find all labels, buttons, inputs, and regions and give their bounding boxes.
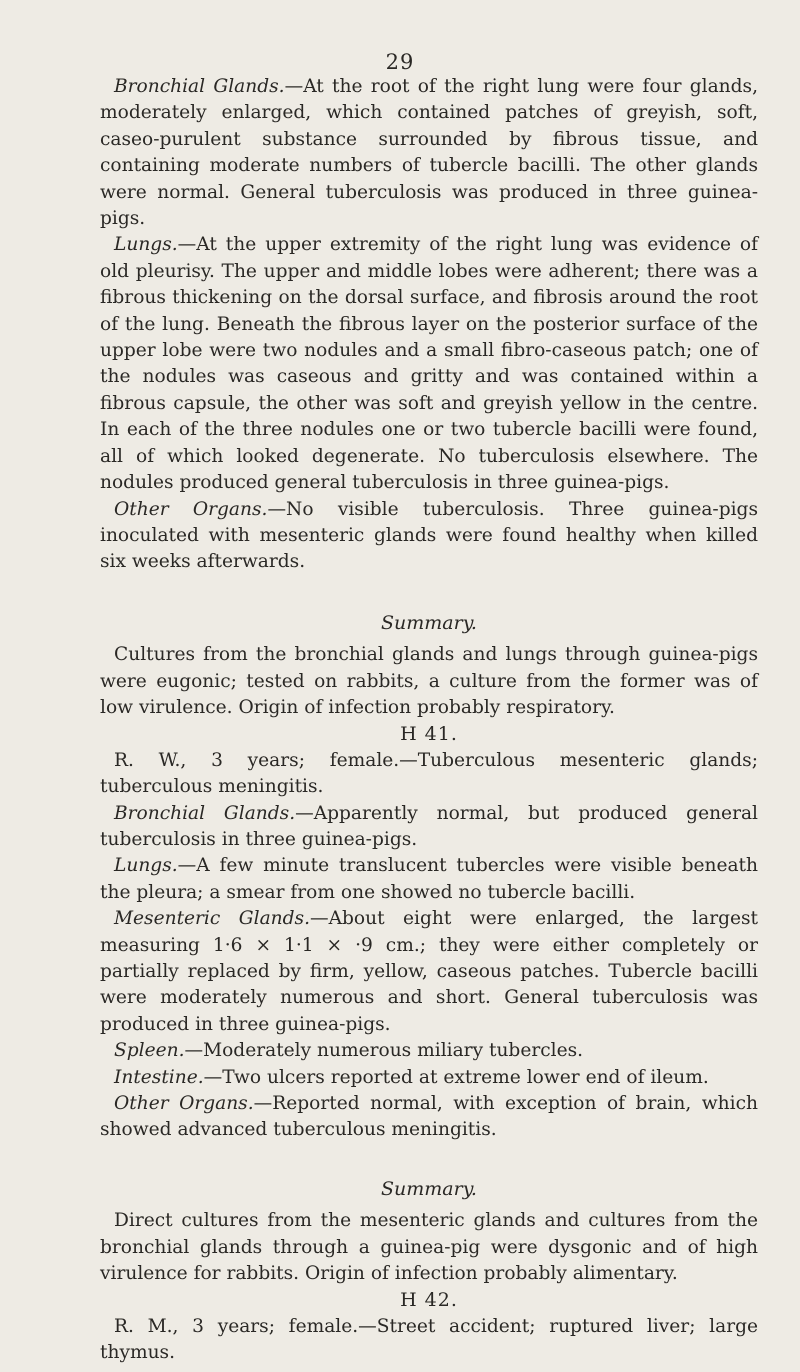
section-text: —At the upper extremity of the right lung was evidence of old pleurisy. The upper and middle lobes were adherent; there was a fibrous thickening on the dorsal surface, and fibrosis around the root of the lung. Beneath the fibrous layer on the posterior surface of the upper lobe were two nodules and a small fibro-caseous patch; one of the nodules was caseous and gritty and was contained within a fibrous capsule, the other was soft and greyish yellow in the centre. In each of the three nodules one or two tubercle bacilli were found, all of which looked degenerate. No tuberculosis elsewhere. The nodules produced general tuberculosis in three guinea-pigs. [100, 234, 758, 494]
section-label: Bronchial Glands. [114, 802, 296, 824]
paragraph-summary-2: Direct cultures from the mesenteric glands and cultures from the bronchial glands through a guinea-pig were dysgonic and of high virulence for rabbits. Origin of infection probably alimentary. [100, 1210, 758, 1285]
case-number-42: H 42. [400, 1289, 458, 1312]
section-label: Bronchial Glands. [114, 76, 285, 97]
section-label: Other Organs. [114, 1093, 254, 1115]
paragraph-summary-1: Cultures from the bronchial glands and lungs through guinea-pigs were eugonic; tested on rabbits, a culture from the former was of low virulence. Origin of infection probably respiratory. [100, 644, 758, 718]
paragraph-case-42-intro: R. M., 3 years; female.—Street accident; ruptured liver; large thymus. [100, 1315, 758, 1364]
section-label: Mesenteric Glands. [114, 908, 310, 930]
section-text: —Reported normal, with exception of brain, which showed advanced tuberculous meningitis. [100, 1093, 758, 1141]
summary-heading-2: Summary. [381, 1177, 477, 1200]
paragraph-lungs-1 [100, 232, 758, 496]
paragraph-case-41-intro: R. W., 3 years; female.—Tuberculous mesenteric glands; tuberculous meningitis. [100, 749, 758, 798]
paragraph-mesenteric-glands [100, 906, 758, 1038]
section-text: —No visible tuberculosis. Three guinea-pigs inoculated with mesenteric glands were found healthy when killed six weeks afterwards. [100, 498, 758, 573]
page-body [100, 74, 758, 1367]
paragraph-other-organs-2 [100, 1091, 758, 1144]
section-label: Intestine. [114, 1066, 204, 1088]
paragraph-bronchial-glands-1 [100, 74, 758, 232]
paragraph-spleen [100, 1038, 758, 1064]
section-label: Other Organs. [114, 498, 268, 520]
case-number-41: H 41. [400, 723, 458, 746]
section-text: —A few minute translucent tubercles were visible beneath the pleura; a smear from one showed no tubercle bacilli. [100, 855, 758, 903]
section-text: —Apparently normal, but produced general tuberculosis in three guinea-pigs. [100, 802, 758, 850]
summary-heading-1: Summary. [381, 611, 477, 634]
page-number: 29 [385, 50, 415, 74]
paragraph-other-organs-1 [100, 497, 758, 576]
paragraph-intestine [100, 1065, 758, 1091]
paragraph-bronchial-glands-2 [100, 801, 758, 854]
section-text: —Two ulcers reported at extreme lower end of ileum. [203, 1066, 709, 1088]
section-text: —At the root of the right lung were four glands, moderately enlarged, which contained patches of greyish, soft, caseo-purulent substance surrounded by fibrous tissue, and containing moderate numbers of tubercle bacilli. The other glands were normal. General tuberculosis was produced in three guinea-pigs. [100, 76, 759, 230]
section-text: —Moderately numerous miliary tubercles. [184, 1040, 584, 1062]
section-label: Spleen. [114, 1040, 185, 1062]
paragraph-lungs-2 [100, 853, 758, 906]
section-label: Lungs. [114, 234, 178, 256]
section-label: Lungs. [114, 855, 178, 877]
section-text: —About eight were enlarged, the largest measuring 1·6 × 1·1 × ·9 cm.; they were either completely or partially replaced by firm, yellow, caseous patches. Tubercle bacilli were moderately numerous and short. General tuberculosis was produced in three guinea-pigs. [100, 908, 759, 1035]
